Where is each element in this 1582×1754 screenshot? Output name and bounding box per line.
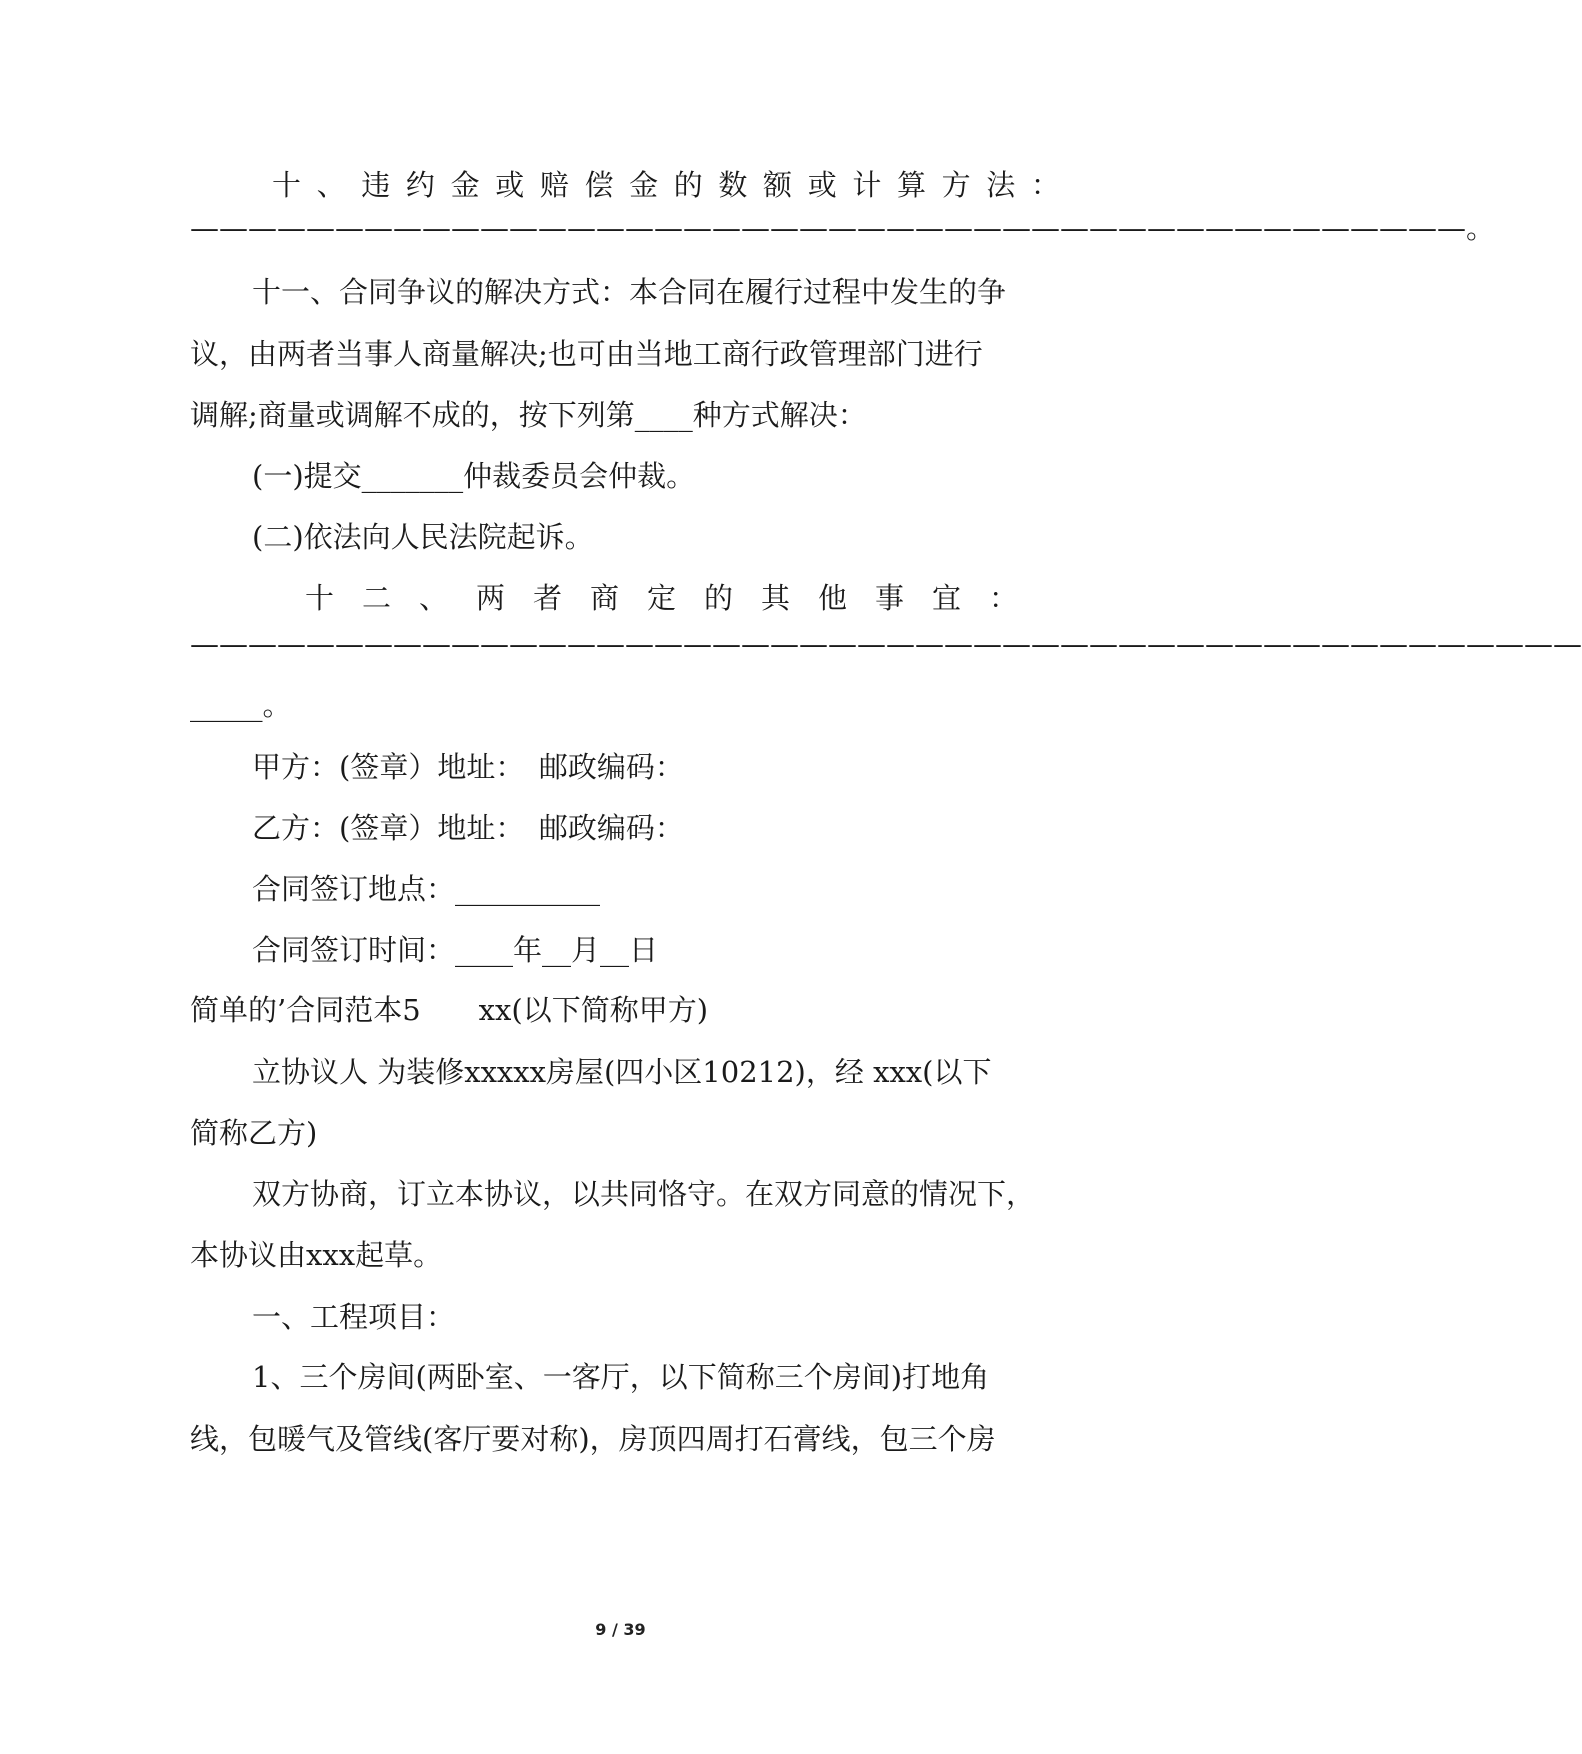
heading-char: 金 (450, 168, 480, 202)
party-b-signature: 乙方：(签章）地址： 邮政编码： (252, 811, 684, 845)
agreement-consult-line-1: 双方协商，订立本协议，以共同恪守。在双方同意的情况下， (252, 1177, 1036, 1211)
agreement-consult-line-2: 本协议由xxx起草。 (190, 1238, 443, 1272)
clause-11-line-1: 十一、合同争议的解决方式：本合同在履行过程中发生的争 (252, 275, 1007, 309)
item-1-line-2: 线，包暖气及管线(客厅要对称)，房顶四周打石膏线，包三个房 (190, 1422, 996, 1456)
clause-10-heading (272, 165, 1060, 205)
heading-char: 或 (495, 168, 525, 202)
signing-place: 合同签订地点：__________ (252, 872, 601, 906)
heading-char: 偿 (584, 168, 614, 202)
item-1-line-1: 1、三个房间(两卧室、一客厅，以下简称三个房间)打地角 (252, 1360, 990, 1394)
page-number: 9 / 39 (595, 1620, 646, 1639)
heading-char: 赔 (539, 168, 569, 202)
heading-char: 、 (316, 168, 346, 202)
heading-char: 违 (361, 168, 391, 202)
heading-char: 约 (405, 168, 435, 202)
clause-11-option-2: (二)依法向人民法院起诉。 (252, 520, 594, 554)
heading-char: 计 (852, 168, 882, 202)
heading-char: 金 (629, 168, 659, 202)
agreement-intro-line-2: 简称乙方) (190, 1116, 318, 1150)
template-title: 简单的’合同范本5 xx(以下简称甲方) (190, 993, 709, 1027)
party-a-signature: 甲方：(签章）地址： 邮政编码： (252, 750, 684, 784)
clause-12-heading (305, 578, 1060, 618)
clause-12-text: 十二、两者商定的其他事宜： (305, 581, 1047, 615)
agreement-intro-line-1: 立协议人 为装修xxxxx房屋(四小区10212)，经 xxx(以下 (252, 1055, 992, 1089)
clause-11-option-1: (一)提交_______仲裁委员会仲裁。 (252, 459, 696, 493)
heading-char: 的 (673, 168, 703, 202)
clause-11-line-3: 调解;商量或调解不成的，按下列第____种方式解决： (190, 398, 867, 432)
heading-char: 算 (896, 168, 926, 202)
heading-char: 法 (986, 168, 1016, 202)
clause-10-blank-line: ————————————————————————————————————————————。 (190, 211, 1495, 245)
heading-char: ： (1030, 168, 1060, 202)
heading-char: 方 (941, 168, 971, 202)
clause-12-blank-end: _____。 (190, 688, 292, 722)
clause-12-blank-line: ———————————————————————————————————————————————— (190, 627, 1582, 661)
heading-char: 数 (718, 168, 748, 202)
heading-char: 或 (807, 168, 837, 202)
heading-char: 额 (763, 168, 793, 202)
clause-11-line-2: 议，由两者当事人商量解决;也可由当地工商行政管理部门进行 (190, 337, 983, 371)
section-1-heading: 一、工程项目： (252, 1300, 456, 1334)
signing-date: 合同签订时间：____年__月__日 (252, 933, 659, 967)
heading-char: 十 (272, 168, 302, 202)
